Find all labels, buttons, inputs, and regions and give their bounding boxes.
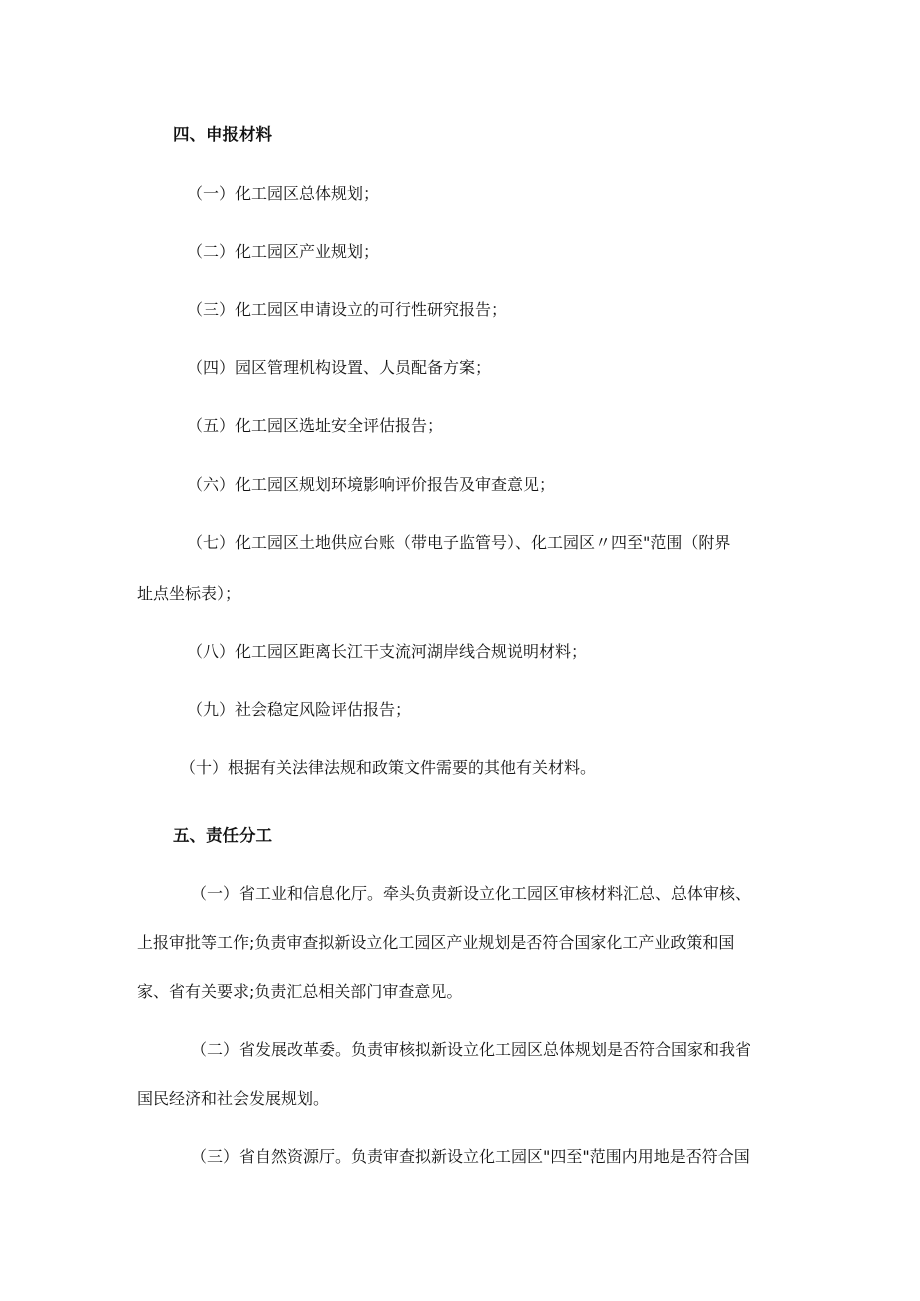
material-item-9: （九）社会稳定风险评估报告； — [187, 700, 412, 719]
material-item-3: （三）化工园区申请设立的可行性研究报告； — [187, 300, 508, 319]
material-item-6: （六）化工园区规划环境影响评价报告及审查意见； — [187, 475, 556, 494]
duty-2-line-1: （二）省发展改革委。负责审核拟新设立化工园区总体规划是否符合国家和我省 — [191, 1040, 752, 1059]
material-item-10: （十）根据有关法律法规和政策文件需要的其他有关材料。 — [180, 758, 597, 777]
duty-1-line-1: （一）省工业和信息化厅。牵头负责新设立化工园区审核材料汇总、总体审核、 — [191, 884, 752, 903]
duty-2-line-2: 国民经济和社会发展规划。 — [137, 1089, 330, 1108]
material-item-2: （二）化工园区产业规划； — [187, 242, 380, 261]
duty-1-line-3: 家、省有关要求;负责汇总相关部门审查意见。 — [137, 982, 463, 1001]
material-item-7-line-1: （七）化工园区土地供应台账（带电子监管号）、化工园区〃四至"范围（附界 — [187, 533, 731, 552]
material-item-4: （四）园区管理机构设置、人员配备方案； — [187, 358, 492, 377]
duty-1-line-2: 上报审批等工作;负责审查拟新设立化工园区产业规划是否符合国家化工产业政策和国 — [137, 933, 735, 952]
material-item-7-line-2: 址点坐标表）； — [137, 584, 242, 603]
material-item-8: （八）化工园区距离长江干支流河湖岸线合规说明材料； — [187, 642, 588, 661]
duty-3-line-1: （三）省自然资源厅。负责审查拟新设立化工园区"四至"范围内用地是否符合国 — [191, 1147, 750, 1166]
section-heading-5: 五、责任分工 — [173, 826, 272, 845]
material-item-1: （一）化工园区总体规划； — [187, 184, 380, 203]
material-item-5: （五）化工园区选址安全评估报告； — [187, 416, 444, 435]
section-heading-4: 四、申报材料 — [173, 125, 272, 144]
